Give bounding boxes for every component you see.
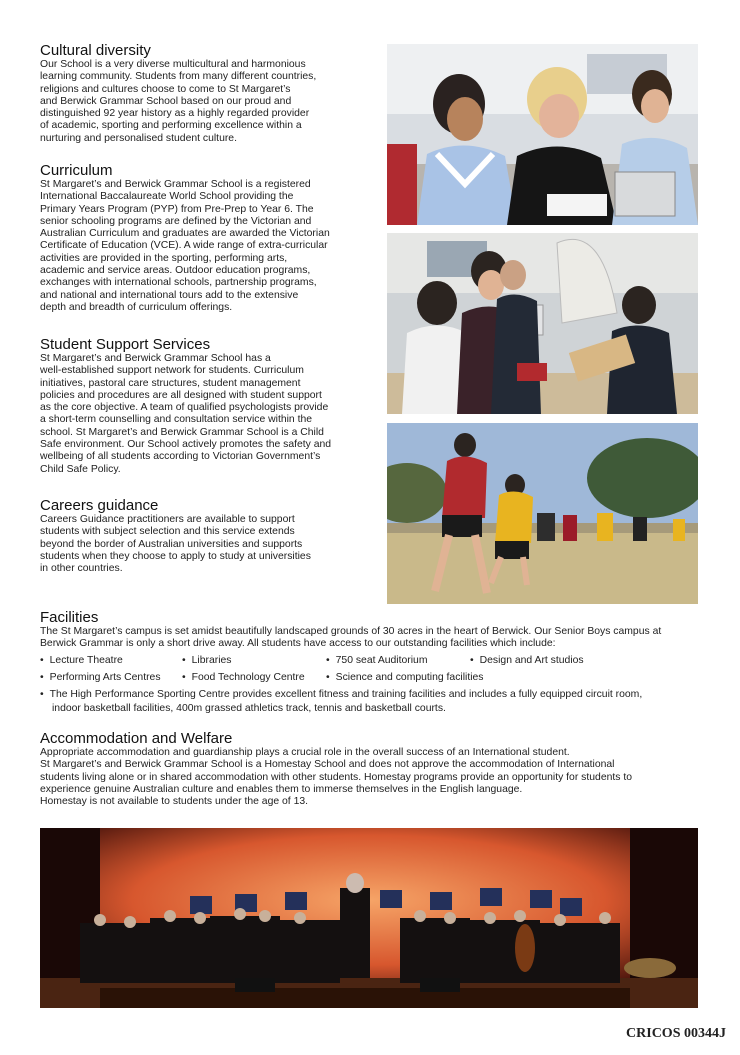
section-body: Our School is a very diverse multicultural and harmonious learning community. Students from many different countries, religions and cultures choose to come to St Margaret’s and Berwick Grammar School based on our proud and distinguished 92 year history as a highly regarded provider of academic, sporting and performing excellence within a nurturing and personalised student culture. <box>40 59 317 144</box>
section-heading: Student Support Services <box>40 336 211 353</box>
list-item: • Libraries <box>182 655 232 666</box>
list-item: • Performing Arts Centres <box>40 672 161 683</box>
list-item: • 750 seat Auditorium <box>326 655 428 666</box>
section-body: Careers Guidance practitioners are available to support students with subject selection and this service extends beyond the border of Australian universities and supports students when they choose to apply to study at universities in other countries. <box>40 514 311 575</box>
section-heading: Careers guidance <box>40 497 159 514</box>
photo-orchestra-performance <box>40 828 698 1008</box>
section-facilities <box>40 609 700 651</box>
section-heading: Accommodation and Welfare <box>40 730 233 747</box>
list-item: • Lecture Theatre <box>40 655 123 666</box>
list-item-continuation: indoor basketball facilities, 400m grassed athletics track, tennis and basketball courts. <box>52 703 446 714</box>
facilities-list <box>40 655 700 717</box>
section-body: Appropriate accommodation and guardianship plays a crucial role in the overall success of an International student. St Margaret’s and Berwick Grammar School is a Homestay School and does not approve the accommodation of International students living alone or in shared accommodation with other students. Homestay programs provide an opportunity for students to experience genuine Australian culture and enables them to immerse themselves in the English language. Homestay is not available to students under the age of 13. <box>40 747 633 808</box>
cricos-code: CRICOS 00344J <box>626 1026 726 1041</box>
list-item: • The High Performance Sporting Centre provides excellent fitness and training facilities and includes a fully equipped circuit room, <box>40 689 643 700</box>
photo-design-workshop <box>387 233 698 414</box>
section-body: St Margaret’s and Berwick Grammar School is a registered International Baccalaureate World School providing the Primary Years Program (PYP) from Pre-Prep to Year 6. The senior schooling programs are defined by the Victorian and Australian Curriculum and graduates are awarded the Victorian Certificate of Education (VCE). A wide range of extra-curricular activities are provided in the sporting, performing arts, academic and service areas. Outdoor education programs, exchanges with international schools, partnership programs, and national and international tours add to the extensive depth and breadth of curriculum offerings. <box>40 179 330 313</box>
section-body: The St Margaret’s campus is set amidst beautifully landscaped grounds of 30 acres in the heart of Berwick. Our Senior Boys campus at Berwick Grammar is only a short drive away. All students have access to our outstanding facilities which include: <box>40 626 662 650</box>
list-item: • Science and computing facilities <box>326 672 484 683</box>
section-accommodation <box>40 730 700 808</box>
photo-classroom-teacher <box>387 44 698 225</box>
list-item: • Food Technology Centre <box>182 672 305 683</box>
section-curriculum <box>40 162 358 314</box>
section-student-support <box>40 336 358 476</box>
section-heading: Curriculum <box>40 162 113 179</box>
photo-athletics-track <box>387 423 698 604</box>
section-heading: Cultural diversity <box>40 42 151 59</box>
section-body: St Margaret’s and Berwick Grammar School has a well-established support network for students. Curriculum initiatives, pastoral care structures, student management policies and procedures are all designed with student support as the core objective. A team of qualified psychologists provide a short-term counselling and consultation service within the school. St Margaret’s and Berwick Grammar School is a Child Safe environment. Our School actively promotes the safety and wellbeing of all students according to Victorian Government’s Child Safe Policy. <box>40 353 332 475</box>
list-item: • Design and Art studios <box>470 655 584 666</box>
section-heading: Facilities <box>40 609 99 626</box>
section-cultural-diversity <box>40 42 358 145</box>
section-careers-guidance <box>40 497 358 575</box>
